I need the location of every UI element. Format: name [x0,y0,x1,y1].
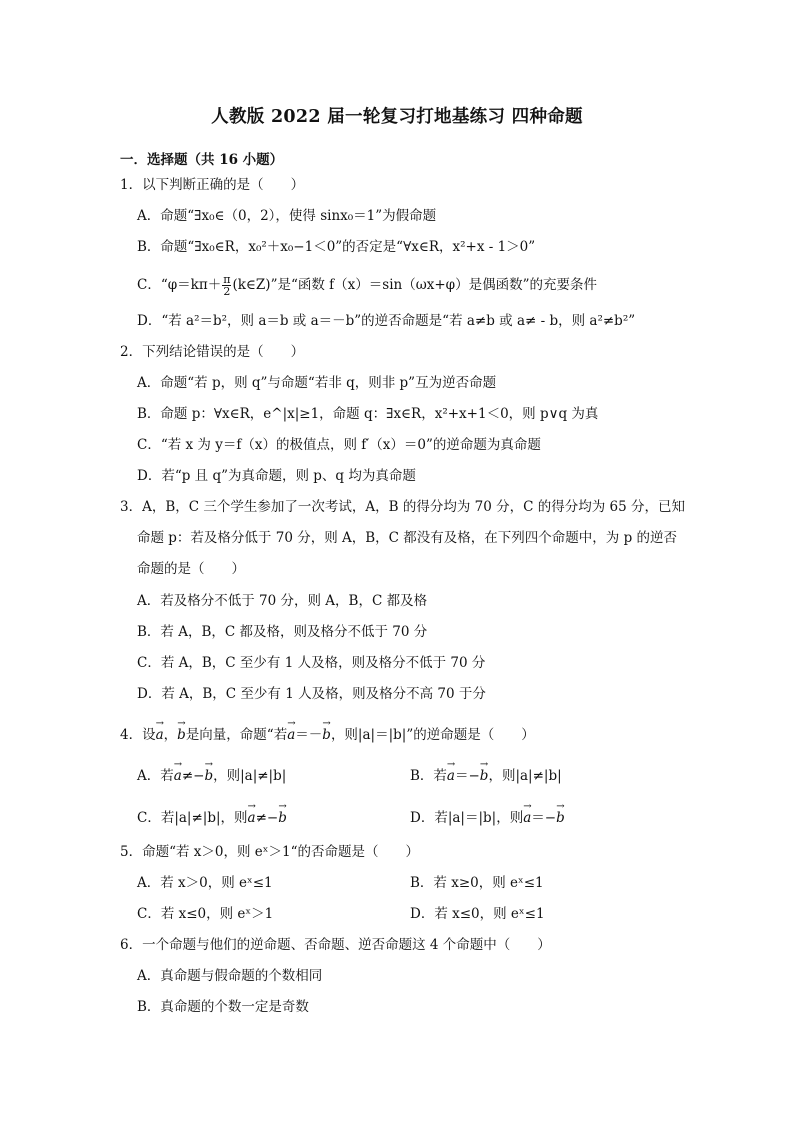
stem-text: ， [163,727,178,743]
fraction-denominator: 2 [223,285,231,298]
option-relation: ＝− [454,768,480,784]
option-c [137,274,597,297]
option-c: C．若 A，B，C 至少有 1 人及格，则及格分不低于 70 分 [137,655,486,671]
option-c-pre: C．“φ＝kπ＋ [137,277,222,293]
option-relation: ＝− [531,810,557,826]
option-label: C．若|a|≠|b|，则 [137,810,248,826]
option-c: C．“若 x 为 y＝f（x）的极值点，则 f′（x）＝0”的逆命题为真命题 [137,437,541,453]
option-label: A．若 [137,768,174,784]
option-a: A．真命题与假命题的个数相同 [137,968,323,984]
option-b: B．命题“∃x₀∈R，x₀²＋x₀−1＜0”的否定是“∀x∈R，x²+x - 1＞0” [137,239,536,255]
stem-text: 是向量，命题“若 [185,727,288,743]
stem-text: ＝－ [295,727,323,743]
option-tail: ，则|a|≠|b| [488,768,562,784]
vector-a: → a [248,809,256,827]
section-heading: 一．选择题（共 16 小题） [120,152,284,168]
option-a: A．命题“∃x₀∈（0，2），使得 sinx₀＝1”为假命题 [137,208,437,224]
vector-b: → b [556,809,565,827]
vector-b: → b [278,809,287,827]
question-stem: 6．一个命题与他们的逆命题、否命题、逆否命题这 4 个命题中（ ） [120,937,551,953]
option-d [410,809,565,827]
vector-a: → a [523,809,531,827]
vector-a: → a [447,767,455,785]
option-d: D．若 A，B，C 至少有 1 人及格，则及格分不高 70 于分 [137,686,486,702]
option-c [137,809,287,827]
question-stem-line: 命题 p：若及格分低于 70 分，则 A，B，C 都没有及格，在下列四个命题中，为 p 的逆否 [137,530,677,546]
option-relation: ≠− [181,768,205,784]
option-a: A．若 x＞0，则 eˣ≤1 [137,875,273,891]
vector-a: → a [287,726,295,744]
vector-a: → a [174,767,182,785]
option-label: B．若 [410,768,447,784]
option-relation: ≠− [255,810,279,826]
option-d: D．若“p 且 q”为真命题，则 p、q 均为真命题 [137,468,416,484]
option-a [137,767,286,785]
option-b: B．真命题的个数一定是奇数 [137,999,309,1015]
option-label: D．若|a|＝|b|，则 [410,810,524,826]
fraction-numerator: π [223,273,231,286]
option-b [410,767,562,785]
option-d: D．若 x≤0，则 eˣ≤1 [410,906,545,922]
option-d: D．“若 a²＝b²，则 a＝b 或 a＝－b”的逆否命题是“若 a≠b 或 a≠ - b，则 a²≠b²” [137,313,636,329]
question-stem-line: 3．A，B，C 三个学生参加了一次考试，A，B 的得分均为 70 分，C 的得分均为 65 分，已知 [120,499,685,515]
option-b: B．命题 p：∀x∈R，e^|x|≥1，命题 q：∃x∈R，x²+x+1＜0，则 p∨q 为真 [137,406,599,422]
vector-b: → b [480,767,489,785]
option-a: A．若及格分不低于 70 分，则 A，B，C 都及格 [137,593,428,609]
option-b: B．若 x≥0，则 eˣ≤1 [410,875,544,891]
fraction [222,274,231,297]
stem-text: ，则|a|＝|b|”的逆命题是（ ） [330,727,535,743]
vector-b: → b [204,767,213,785]
vector-b: → b [322,726,331,744]
vector-b: → b [177,726,186,744]
question-stem-line: 命题的是（ ） [137,561,245,577]
question-stem: 1．以下判断正确的是（ ） [120,177,305,193]
option-c-post: (k∈Z)”是“函数 f（x）＝sin（ωx+φ）是偶函数”的充要条件 [232,277,598,293]
question-stem [120,726,535,744]
option-a: A．命题“若 p，则 q”与命题“若非 q，则非 p”互为逆否命题 [137,375,497,391]
question-stem: 5．命题“若 x＞0，则 eˣ＞1“的否命题是（ ） [120,844,419,860]
document-title: 人教版 2022 届一轮复习打地基练习 四种命题 [211,107,583,127]
vector-a: → a [156,726,164,744]
option-b: B．若 A，B，C 都及格，则及格分不低于 70 分 [137,624,428,640]
option-tail: ，则|a|≠|b| [213,768,287,784]
stem-text: 4．设 [120,727,156,743]
option-c: C．若 x≤0，则 eˣ＞1 [137,906,274,922]
question-stem: 2．下列结论错误的是（ ） [120,344,305,360]
